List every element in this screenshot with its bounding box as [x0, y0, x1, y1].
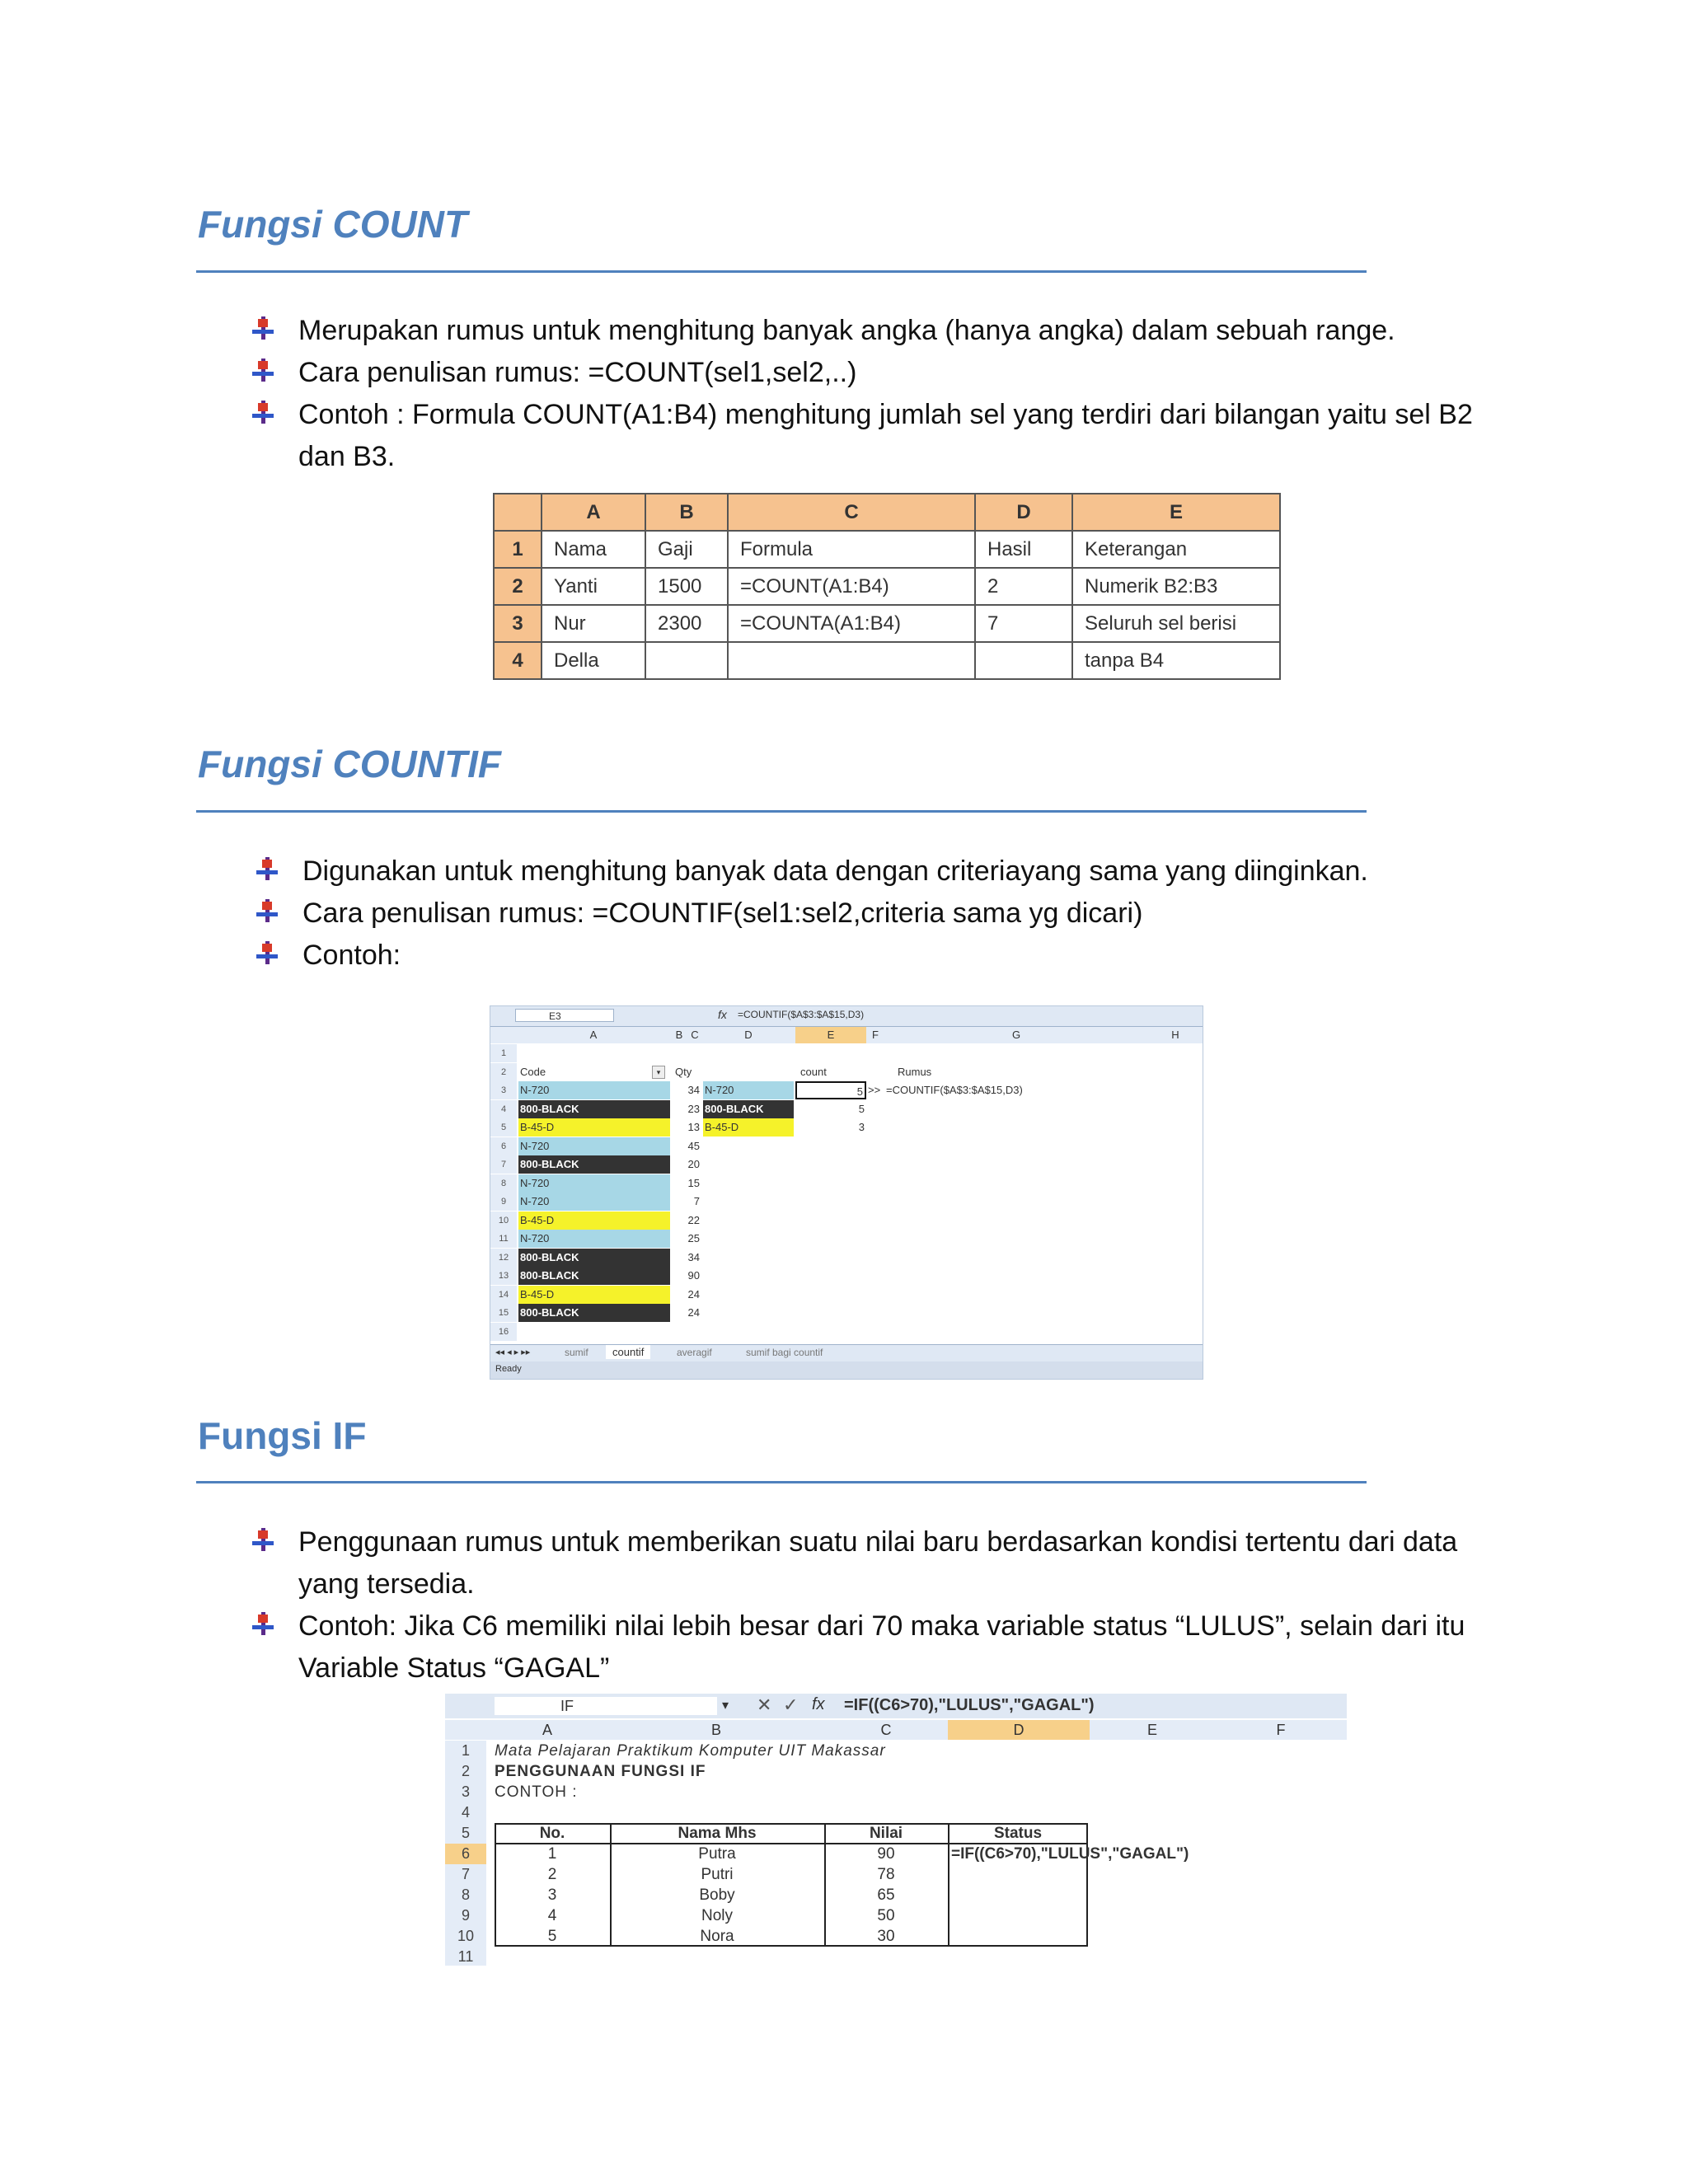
row-number: 7 — [490, 1155, 517, 1174]
nama-cell: Putri — [701, 1866, 734, 1883]
header-count: count — [800, 1065, 827, 1078]
col-header: A — [517, 1027, 671, 1043]
table-row — [494, 568, 1280, 605]
bullet-pin-icon — [251, 359, 275, 383]
header-status: Status — [993, 1825, 1043, 1842]
table-row — [494, 531, 1280, 568]
bullet-continuation — [298, 1647, 609, 1690]
section-divider — [196, 1481, 1367, 1483]
row-number: 12 — [490, 1249, 517, 1267]
contoh-label: CONTOH : — [495, 1783, 578, 1801]
row-number: 2 — [490, 1063, 517, 1081]
code-cell: N-720 — [518, 1081, 670, 1099]
col-header: C — [688, 1027, 702, 1043]
nilai-cell: 78 — [877, 1866, 895, 1883]
header-rumus: Rumus — [898, 1065, 932, 1078]
table-cell: Keterangan — [1072, 531, 1280, 568]
section-title-if: Fungsi IF — [198, 1414, 367, 1457]
bullet-pin-icon — [255, 899, 279, 924]
select-all-corner — [490, 1027, 518, 1043]
bullet-text: Contoh: — [302, 940, 401, 971]
formula-bar — [490, 1006, 1203, 1027]
qty-cell: 34 — [687, 1250, 700, 1263]
col-header: E — [795, 1027, 867, 1043]
col-header: D — [975, 494, 1072, 531]
name-box: IF — [495, 1697, 717, 1715]
col-header: E — [1090, 1720, 1216, 1740]
code-cell: N-720 — [518, 1230, 670, 1248]
row-number: 2 — [445, 1761, 486, 1782]
tab-countif[interactable]: countif — [606, 1345, 650, 1359]
bullet-pin-icon — [255, 857, 279, 882]
criteria-cell: N-720 — [703, 1081, 794, 1099]
code-cell: 800-BLACK — [518, 1267, 670, 1285]
row-number: 4 — [445, 1802, 486, 1823]
qty-cell: 90 — [687, 1269, 700, 1282]
col-header: B — [608, 1720, 825, 1740]
no-cell: 3 — [547, 1886, 557, 1904]
row-number: 11 — [445, 1947, 486, 1966]
header-qty: Qty — [675, 1065, 692, 1078]
nama-cell: Boby — [699, 1886, 735, 1904]
nama-cell: Nora — [700, 1928, 734, 1945]
col-header: F — [866, 1027, 885, 1043]
bullet-pin-icon — [251, 1612, 275, 1637]
row-number: 1 — [445, 1741, 486, 1761]
row-number: 11 — [490, 1230, 517, 1248]
header-nama-mhs: Nama Mhs — [678, 1825, 757, 1842]
table-row — [494, 642, 1280, 679]
nilai-cell: 30 — [877, 1928, 895, 1945]
code-cell: N-720 — [518, 1193, 670, 1211]
header-no: No. — [539, 1825, 565, 1842]
bullet-text: Digunakan untuk menghitung banyak data dengan criteriayang sama yang diinginkan. — [302, 855, 1368, 887]
row-number: 1 — [490, 1044, 517, 1062]
bullet-text: Penggunaan rumus untuk memberikan suatu nilai baru berdasarkan kondisi tertentu dari data — [298, 1526, 1458, 1558]
table-cell: Seluruh sel berisi — [1072, 605, 1280, 642]
col-header: C — [824, 1720, 949, 1740]
bullet-item — [298, 1605, 1465, 1647]
row-number: 9 — [490, 1193, 517, 1211]
count-result-cell: 5 — [858, 1102, 865, 1115]
tab-nav-arrows[interactable]: ◂◂ ◂ ▸ ▸▸ — [495, 1347, 531, 1357]
filter-dropdown-icon[interactable]: ▾ — [652, 1066, 665, 1079]
section-divider — [196, 270, 1367, 273]
row-number: 5 — [445, 1823, 486, 1844]
col-header: B — [670, 1027, 689, 1043]
bullet-text: Contoh : Formula COUNT(A1:B4) menghitung jumlah sel yang terdiri dari bilangan yaitu sel B2 — [298, 399, 1473, 430]
table-cell: Hasil — [975, 531, 1072, 568]
code-cell: 800-BLACK — [518, 1249, 670, 1267]
table-cell: tanpa B4 — [1072, 642, 1280, 679]
col-header: H — [1148, 1027, 1203, 1043]
no-cell: 4 — [547, 1907, 557, 1924]
table-cell: Nur — [542, 605, 645, 642]
code-cell: 800-BLACK — [518, 1100, 670, 1118]
bullet-continuation — [298, 1563, 475, 1605]
table-cell: 7 — [975, 605, 1072, 642]
active-cell-formula[interactable]: =IF((C6>70),"LULUS","GAGAL") — [951, 1845, 1189, 1863]
sheet-title-text: Mata Pelajaran Praktikum Komputer UIT Makassar — [495, 1742, 886, 1760]
bullet-item — [302, 851, 1368, 893]
select-all-corner — [445, 1720, 487, 1740]
qty-cell: 7 — [693, 1195, 700, 1207]
cancel-icon[interactable]: ✕ — [757, 1694, 772, 1715]
bullet-text: dan B3. — [298, 441, 396, 472]
nama-cell: Putra — [698, 1845, 736, 1863]
qty-cell: 20 — [687, 1158, 700, 1170]
bullet-item — [298, 394, 1473, 436]
row-number: 7 — [445, 1864, 486, 1885]
row-number: 6 — [445, 1844, 486, 1864]
bullet-text: Cara penulisan rumus: =COUNT(sel1,sel2,..) — [298, 357, 857, 388]
enter-check-icon[interactable]: ✓ — [783, 1694, 799, 1715]
table-row — [494, 605, 1280, 642]
row-number: 13 — [490, 1267, 517, 1285]
count-result-cell: 3 — [858, 1121, 865, 1133]
table-cell: Nama — [542, 531, 645, 568]
bullet-item — [302, 935, 401, 977]
col-header: A — [542, 494, 645, 531]
table-cell — [645, 642, 728, 679]
col-header: G — [884, 1027, 1149, 1043]
bullet-item — [298, 310, 1395, 352]
countif-spreadsheet-screenshot — [490, 1005, 1203, 1380]
row-number: 10 — [445, 1926, 486, 1947]
qty-cell: 23 — [687, 1102, 700, 1115]
tab-sumif[interactable]: sumif — [565, 1347, 588, 1358]
table-cell — [975, 642, 1072, 679]
bullet-pin-icon — [255, 941, 279, 966]
tab-sumif-bagi-countif[interactable]: sumif bagi countif — [746, 1347, 823, 1358]
bullet-text: Variable Status “GAGAL” — [298, 1652, 610, 1684]
code-cell: 800-BLACK — [518, 1155, 670, 1174]
nilai-cell: 50 — [877, 1907, 895, 1924]
table-header-row — [494, 494, 1280, 531]
formula-text: =COUNTIF($A$3:$A$15,D3) — [738, 1009, 865, 1020]
row-number: 1 — [494, 531, 542, 568]
col-header: B — [645, 494, 728, 531]
nilai-cell: 65 — [877, 1886, 895, 1904]
code-cell: N-720 — [518, 1137, 670, 1155]
section-divider — [196, 810, 1367, 813]
bullet-item — [298, 1521, 1457, 1563]
row-number: 2 — [494, 568, 542, 605]
qty-cell: 24 — [687, 1287, 700, 1301]
row-number: 15 — [490, 1304, 517, 1322]
row-number: 6 — [490, 1137, 517, 1155]
code-cell: B-45-D — [518, 1286, 670, 1304]
row-number: 4 — [494, 642, 542, 679]
qty-cell: 25 — [687, 1232, 700, 1244]
col-header: F — [1215, 1720, 1347, 1740]
fx-icon: fx — [718, 1008, 727, 1021]
row-number: 3 — [445, 1782, 486, 1802]
table-cell: 2300 — [645, 605, 728, 642]
row-number: 3 — [494, 605, 542, 642]
col-header: E — [1072, 494, 1280, 531]
table-cell: 1500 — [645, 568, 728, 605]
row-number: 4 — [490, 1100, 517, 1118]
code-cell: 800-BLACK — [518, 1304, 670, 1322]
row-number: 14 — [490, 1286, 517, 1304]
bullet-pin-icon — [251, 1528, 275, 1553]
table-cell — [728, 642, 975, 679]
bullet-continuation — [298, 436, 395, 478]
qty-cell: 34 — [687, 1084, 700, 1096]
criteria-cell: B-45-D — [703, 1118, 794, 1137]
table-cell: Formula — [728, 531, 975, 568]
formula-bar — [445, 1694, 1347, 1718]
rumus-text: =COUNTIF($A$3:$A$15,D3) — [886, 1084, 1023, 1096]
row-number: 10 — [490, 1212, 517, 1230]
bullet-text: Merupakan rumus untuk menghitung banyak angka (hanya angka) dalam sebuah range. — [298, 315, 1395, 346]
no-cell: 5 — [547, 1928, 557, 1945]
code-cell: B-45-D — [518, 1118, 670, 1137]
table-cell: Yanti — [542, 568, 645, 605]
bullet-pin-icon — [251, 401, 275, 425]
if-spreadsheet-screenshot — [445, 1694, 1347, 1966]
row-number: 9 — [445, 1905, 486, 1926]
fx-icon[interactable]: fx — [812, 1695, 825, 1713]
qty-cell: 22 — [687, 1213, 700, 1226]
bullet-text: yang tersedia. — [298, 1568, 475, 1600]
qty-cell: 15 — [687, 1176, 700, 1189]
header-code: Code — [520, 1065, 546, 1078]
col-header: D — [701, 1027, 796, 1043]
bullet-item — [302, 893, 1142, 935]
bullet-pin-icon — [251, 316, 275, 341]
no-cell: 2 — [547, 1866, 557, 1883]
section-title-countif: Fungsi COUNTIF — [198, 743, 501, 785]
col-header: D — [948, 1720, 1090, 1740]
nama-cell: Noly — [701, 1907, 733, 1924]
status-text: Ready — [495, 1364, 522, 1374]
table-cell: Della — [542, 642, 645, 679]
qty-cell: 13 — [687, 1121, 700, 1133]
tab-averagif[interactable]: averagif — [677, 1347, 712, 1358]
nilai-cell: 90 — [877, 1845, 895, 1863]
no-cell: 1 — [547, 1845, 557, 1863]
section-title-count: Fungsi COUNT — [198, 203, 468, 246]
bullet-text: Cara penulisan rumus: =COUNTIF(sel1:sel2,criteria sama yg dicari) — [302, 898, 1143, 929]
table-cell: 2 — [975, 568, 1072, 605]
bullet-item — [298, 352, 856, 394]
table-cell: Gaji — [645, 531, 728, 568]
row-number: 8 — [490, 1174, 517, 1193]
sheet-tab-bar — [490, 1344, 1203, 1361]
row-number: 3 — [490, 1081, 517, 1099]
table-cell: =COUNTA(A1:B4) — [728, 605, 975, 642]
corner-cell — [494, 494, 542, 531]
code-cell: N-720 — [518, 1174, 670, 1193]
row-number: 8 — [445, 1885, 486, 1905]
col-header: A — [486, 1720, 609, 1740]
status-bar — [490, 1361, 1203, 1379]
qty-cell: 24 — [687, 1306, 700, 1319]
name-box: E3 — [515, 1009, 614, 1022]
dropdown-arrow-icon[interactable]: ▾ — [722, 1699, 729, 1713]
criteria-cell: 800-BLACK — [703, 1100, 794, 1118]
row-number: 16 — [490, 1323, 517, 1341]
formula-text[interactable]: =IF((C6>70),"LULUS","GAGAL") — [844, 1696, 1095, 1714]
code-cell: B-45-D — [518, 1212, 670, 1230]
arrow-marker: >> — [868, 1084, 881, 1096]
table-cell: =COUNT(A1:B4) — [728, 568, 975, 605]
qty-cell: 45 — [687, 1139, 700, 1152]
row-number: 5 — [490, 1118, 517, 1137]
count-result-cell: 5 — [795, 1081, 866, 1099]
count-example-table — [493, 493, 1281, 680]
sheet-subtitle-text: PENGGUNAAN FUNGSI IF — [495, 1763, 706, 1780]
col-header: C — [728, 494, 975, 531]
header-nilai: Nilai — [869, 1825, 903, 1842]
table-cell: Numerik B2:B3 — [1072, 568, 1280, 605]
bullet-text: Contoh: Jika C6 memiliki nilai lebih besar dari 70 maka variable status “LULUS”, selain dari itu — [298, 1610, 1465, 1642]
